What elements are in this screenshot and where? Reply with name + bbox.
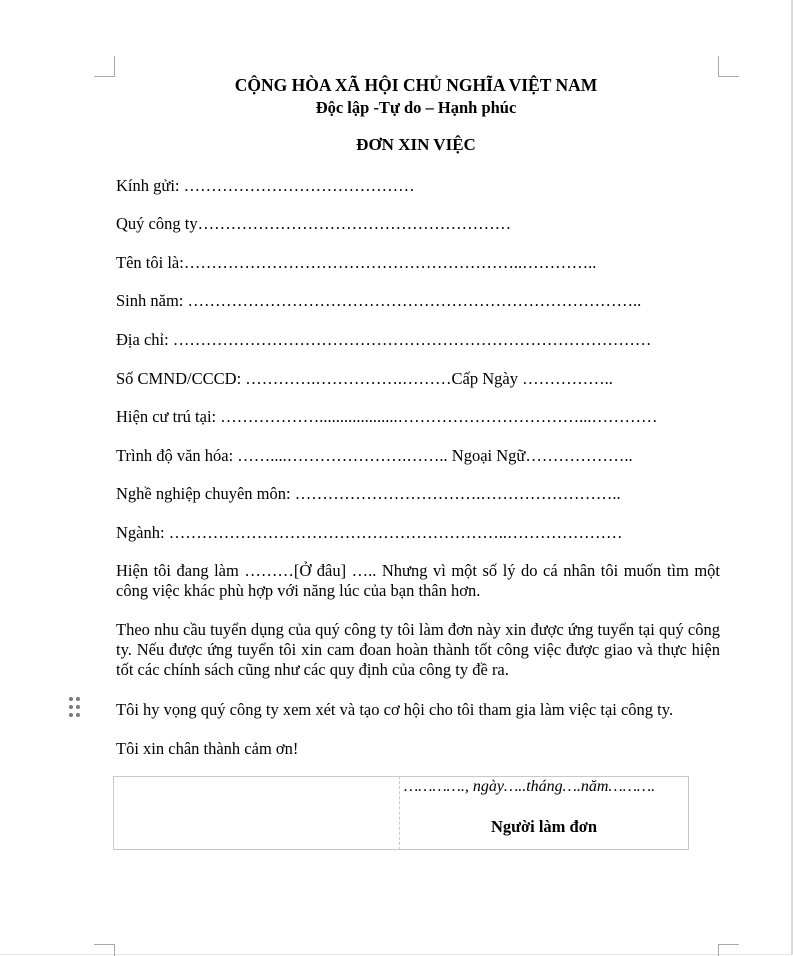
document-title: ĐƠN XIN VIỆC: [356, 135, 476, 154]
signature-date[interactable]: …………., ngày…..tháng….năm……….: [404, 778, 656, 795]
field-id-number[interactable]: Số CMND/CCCD: ………….…………….………Cấp Ngày ……………..: [116, 369, 613, 388]
field-recipient[interactable]: Kính gửi: ……………………………………: [116, 176, 415, 195]
crop-mark-bottom-right: [718, 944, 739, 956]
field-company[interactable]: Quý công ty…………………………………………………: [116, 214, 512, 233]
field-address[interactable]: Địa chỉ: ……………………………………………………………………………: [116, 330, 652, 349]
signature-table-divider: [399, 776, 400, 850]
field-residence[interactable]: Hiện cư trú tại: ………………...................……………………………...…………: [116, 407, 658, 426]
field-profession[interactable]: Nghề nghiệp chuyên môn: …………………………….……………………..: [116, 484, 621, 503]
crop-mark-top-left: [94, 56, 115, 77]
paragraph-hope[interactable]: Tôi hy vọng quý công ty xem xét và tạo cơ hội cho tôi tham gia làm việc tại công ty.: [116, 700, 674, 719]
paragraph-apply[interactable]: Theo nhu cầu tuyển dụng của quý công ty tôi làm đơn này xin được ứng tuyển tại quý công ty. Nếu được ứng tuyển tôi xin cam đoan hoàn thành tốt công việc được giao và thực hiện tốt các chính sách cũng như các quy định của công ty đề ra.: [116, 620, 720, 679]
closing-line[interactable]: Tôi xin chân thành cảm ơn!: [116, 739, 299, 758]
field-birth-year[interactable]: Sinh năm: ………………………………………………………………………..: [116, 291, 642, 310]
motto: Độc lập -Tự do – Hạnh phúc: [315, 98, 517, 117]
country-title: CỘNG HÒA XÃ HỘI CHỦ NGHĨA VIỆT NAM: [234, 75, 598, 95]
field-industry[interactable]: Ngành: ……………………………………………………..…………………: [116, 523, 623, 542]
signature-label[interactable]: Người làm đơn: [490, 817, 598, 836]
drag-handle-icon[interactable]: [68, 697, 82, 719]
crop-mark-bottom-left: [94, 944, 115, 956]
paragraph-current-job[interactable]: Hiện tôi đang làm ………[Ở đâu] ….. Nhưng vì một số lý do cá nhân tôi muốn tìm một công việc khác phù hợp với năng lúc của bạn thân hơn.: [116, 561, 720, 600]
field-education[interactable]: Trình độ văn hóa: ……....………………….…….. Ngoại Ngữ………………..: [116, 446, 633, 465]
field-name[interactable]: Tên tôi là:……………………………………………………..…………..: [116, 253, 597, 272]
crop-mark-top-right: [718, 56, 739, 77]
